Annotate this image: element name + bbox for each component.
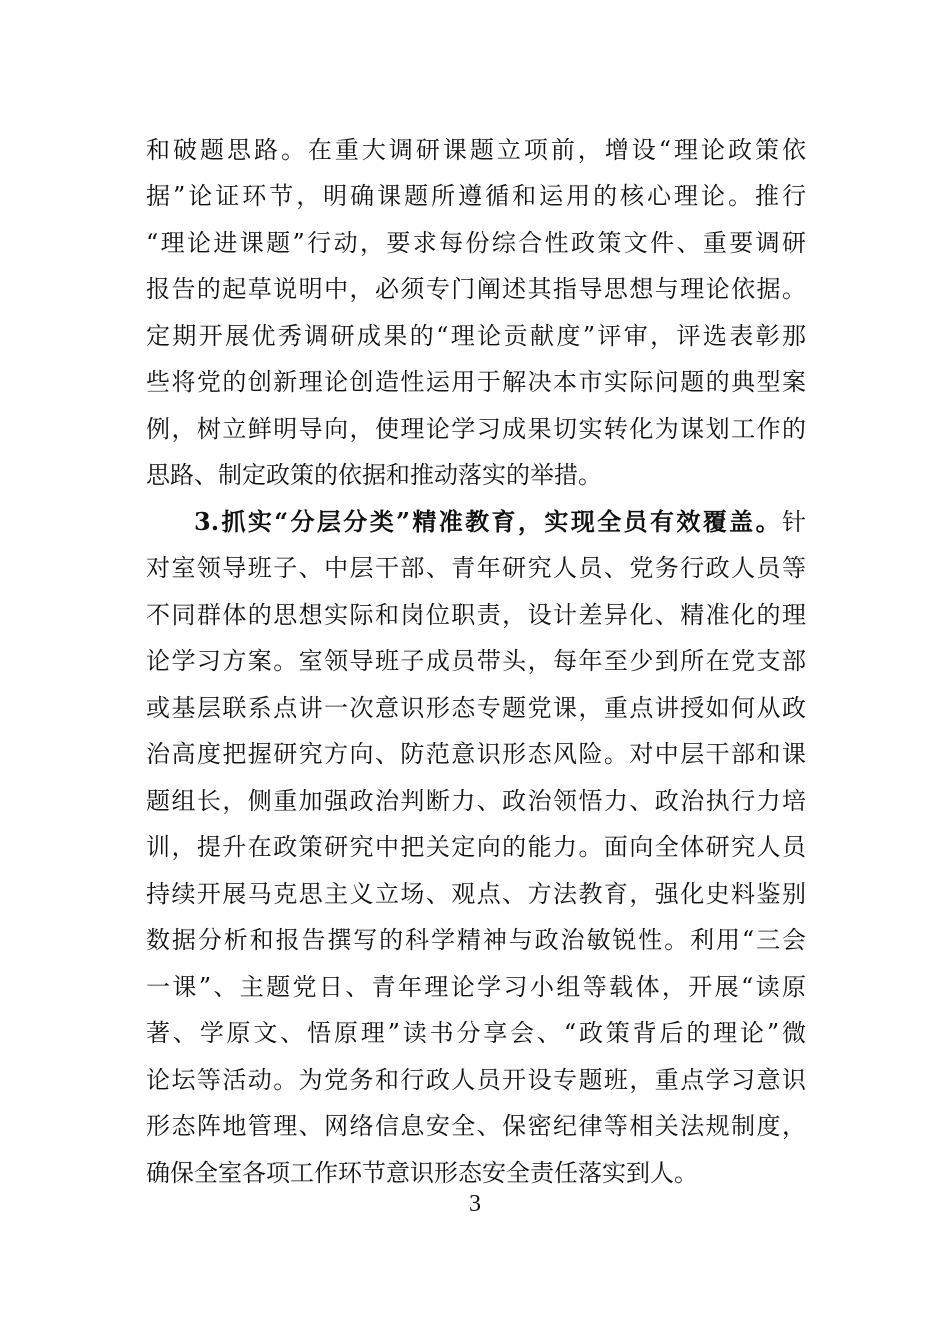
paragraph-1-line-6: 些将党的创新理论创造性运用于解决本市实际问题的典型案	[146, 368, 806, 396]
paragraph-1-line-5: 定期开展优秀调研成果的“理论贡献度”评审，评选表彰那	[146, 322, 806, 350]
paragraph-2-line-13: 论坛等活动。为党务和行政人员开设专题班，重点学习意识	[146, 1066, 806, 1094]
paragraph-2-line-5: 或基层联系点讲一次意识形态专题党课，重点讲授如何从政	[146, 694, 806, 722]
paragraph-1-line-3: “理论进课题”行动，要求每份综合性政策文件、重要调研	[146, 229, 806, 257]
paragraph-2-first-line	[194, 502, 806, 542]
paragraph-2-line-6: 治高度把握研究方向、防范意识形态风险。对中层干部和课	[146, 740, 806, 768]
paragraph-2-line-2: 对室领导班子、中层干部、青年研究人员、党务行政人员等	[146, 554, 806, 582]
paragraph-1-line-2: 据”论证环节，明确课题所遵循和运用的核心理论。推行	[146, 182, 806, 210]
paragraph-2-line-3: 不同群体的思想实际和岗位职责，设计差异化、精准化的理	[146, 601, 806, 629]
paragraph-1-line-4: 报告的起草说明中，必须专门阐述其指导思想与理论依据。	[146, 275, 806, 303]
paragraph-2-line-11: 一课”、主题党日、青年理论学习小组等载体，开展“读原	[146, 973, 806, 1001]
paragraph-2-line-9: 持续开展马克思主义立场、观点、方法教育，强化史料鉴别	[146, 880, 806, 908]
paragraph-2-line-10: 数据分析和报告撰写的科学精神与政治敏锐性。利用“三会	[146, 926, 806, 954]
paragraph-2-line-8: 训，提升在政策研究中把关定向的能力。面向全体研究人员	[146, 833, 806, 861]
section-heading: 3.抓实“分层分类”精准教育，实现全员有效覆盖。	[194, 507, 782, 536]
paragraph-1-line-1: 和破题思路。在重大调研课题立项前，增设“理论政策依	[146, 136, 806, 164]
paragraph-2-line-15: 确保全室各项工作环节意识形态安全责任落实到人。	[146, 1159, 698, 1187]
paragraph-2-first-line-rest: 针	[782, 508, 806, 536]
paragraph-1-line-8: 思路、制定政策的依据和推动落实的举措。	[146, 461, 602, 489]
paragraph-2-line-4: 论学习方案。室领导班子成员带头，每年至少到所在党支部	[146, 647, 806, 675]
paragraph-2-line-14: 形态阵地管理、网络信息安全、保密纪律等相关法规制度，	[146, 1112, 806, 1140]
page-number: 3	[469, 1191, 481, 1217]
paragraph-2-line-7: 题组长，侧重加强政治判断力、政治领悟力、政治执行力培	[146, 787, 806, 815]
paragraph-2-line-12: 著、学原文、悟原理”读书分享会、“政策背后的理论”微	[146, 1019, 806, 1047]
paragraph-1-line-7: 例，树立鲜明导向，使理论学习成果切实转化为谋划工作的	[146, 415, 806, 443]
